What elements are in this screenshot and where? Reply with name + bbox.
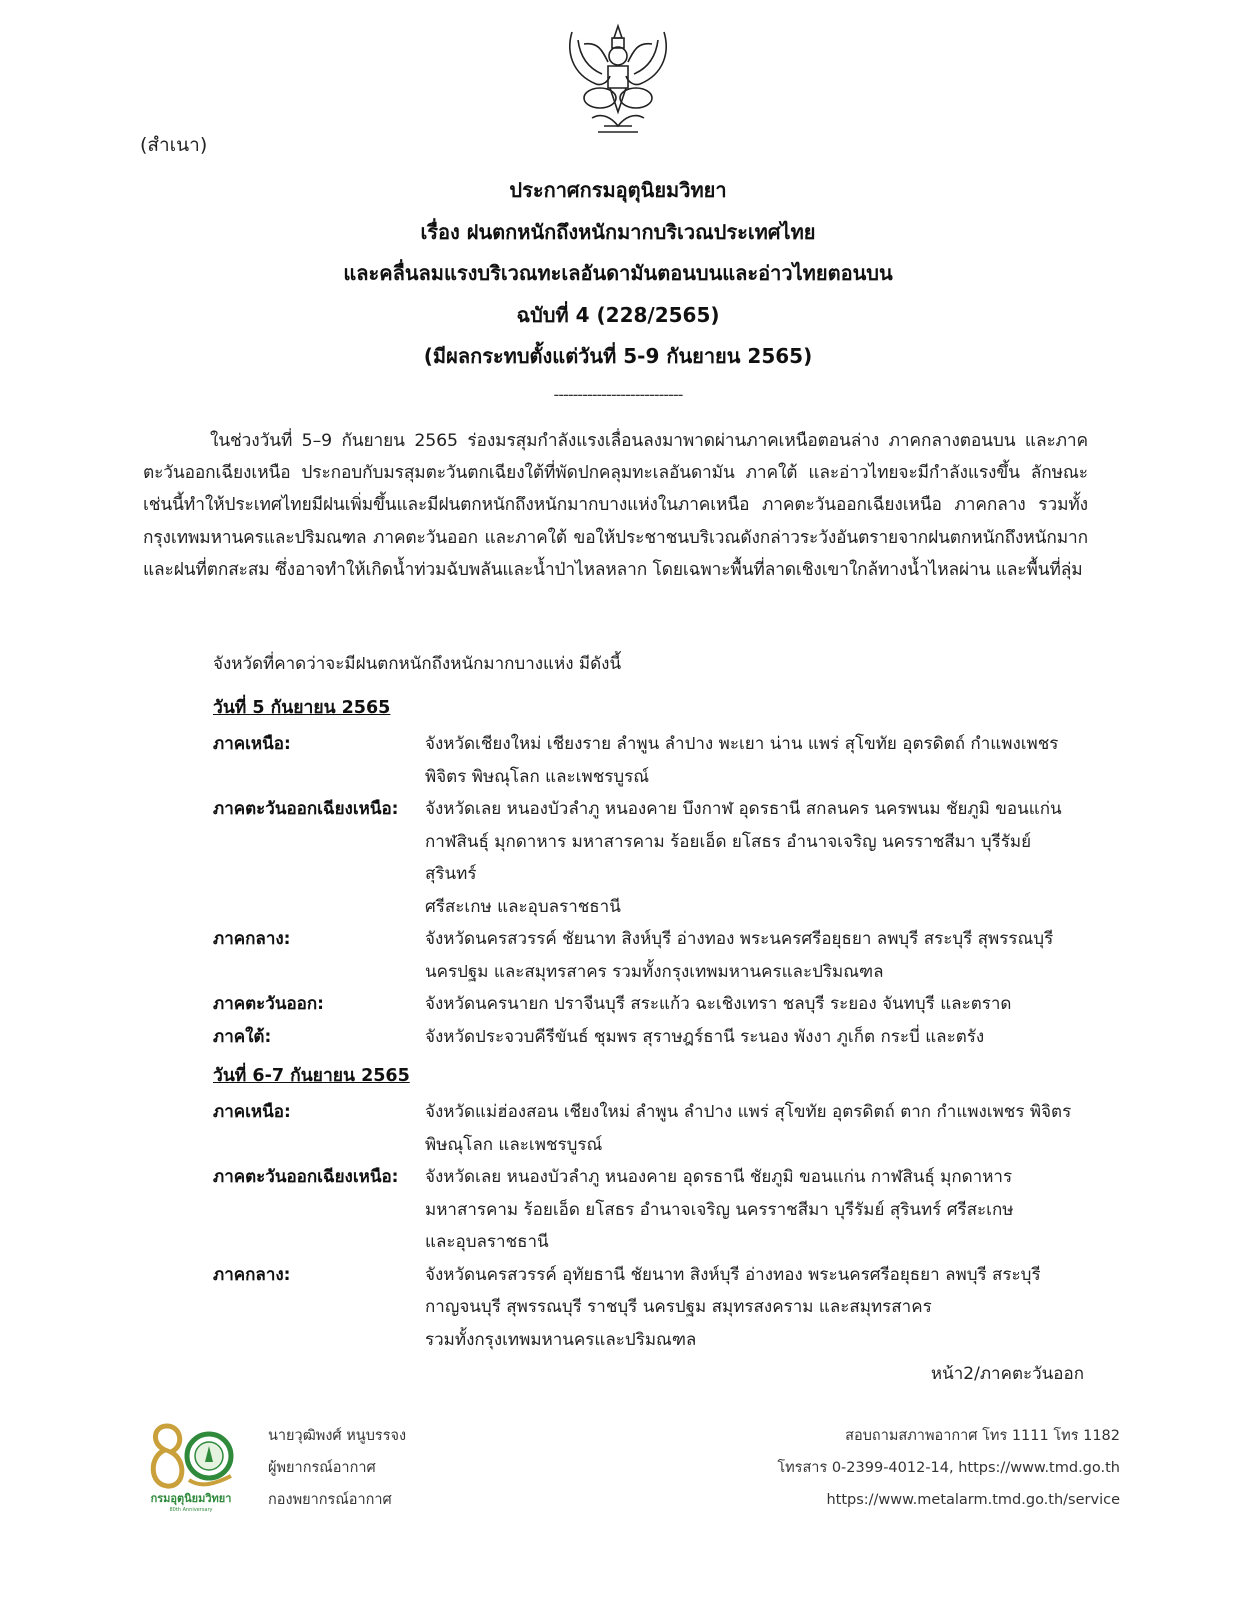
- region-row: [213, 793, 1093, 923]
- province-line: จังหวัดเชียงใหม่ เชียงราย ลำพูน ลำปาง พะเยา น่าน แพร่ สุโขทัย อุตรดิตถ์ กำแพงเพชร: [425, 734, 1059, 754]
- region-name: ภาคตะวันออก:: [213, 994, 324, 1014]
- region-name: ภาคกลาง:: [213, 1264, 291, 1285]
- signer-block: [268, 1420, 406, 1516]
- copy-mark: (สำเนา): [140, 134, 208, 156]
- tmd-logo-icon: [145, 1418, 237, 1516]
- province-line: จังหวัดแม่ฮ่องสอน เชียงใหม่ ลำพูน ลำปาง แพร่ สุโขทัย อุตรดิตถ์ ตาก กำแพงเพชร พิจิตร: [425, 1102, 1072, 1122]
- province-line: จังหวัดประจวบคีรีขันธ์ ชุมพร สุราษฎร์ธานี ระนอง พังงา ภูเก็ต กระบี่ และตรัง: [425, 1026, 985, 1047]
- region-provinces: [425, 793, 1085, 923]
- contact-fax-website[interactable]: โทรสาร 0-2399-4012-14, https://www.tmd.go.th: [777, 1460, 1120, 1476]
- region-name: ภาคเหนือ:: [213, 1102, 291, 1122]
- day-section-6-7-sep: [213, 1060, 1093, 1356]
- province-line: จังหวัดนครสวรรค์ ชัยนาท สิงห์บุรี อ่างทอง พระนครศรีอยุธยา ลพบุรี สระบุรี สุพรรณบุรี: [425, 929, 1054, 949]
- region-row: [213, 1021, 1093, 1054]
- region-provinces: [425, 1021, 1085, 1054]
- subject-line-2: และคลื่นลมแรงบริเวณทะเลอันดามันตอนบนและอ่าวไทยตอนบน: [343, 261, 893, 285]
- signer-name: นายวุฒิพงศ์ หนูบรรจง: [268, 1428, 407, 1444]
- region-provinces: [425, 923, 1085, 988]
- region-name: ภาคใต้:: [213, 1026, 272, 1047]
- province-line: พิจิตร พิษณุโลก และเพชรบูรณ์: [425, 766, 650, 787]
- region-row: [213, 923, 1093, 988]
- province-line: มหาสารคาม ร้อยเอ็ด ยโสธร อำนาจเจริญ นครราชสีมา บุรีรัมย์ สุรินทร์ ศรีสะเกษ: [425, 1199, 1014, 1220]
- region-row: [213, 1161, 1093, 1259]
- day-section-5-sep: [213, 692, 1093, 1053]
- province-line: กาญจนบุรี สุพรรณบุรี ราชบุรี นครปฐม สมุทรสงคราม และสมุทรสาคร: [425, 1297, 932, 1317]
- contact-phone: สอบถามสภาพอากาศ โทร 1111 โทร 1182: [845, 1428, 1120, 1444]
- document-title: ประกาศกรมอุตุนิยมวิทยา: [509, 178, 727, 202]
- region-provinces: [425, 1259, 1085, 1357]
- issue-number: ฉบับที่ 4 (228/2565): [516, 302, 720, 327]
- province-line: รวมทั้งกรุงเทพมหานครและปริมณฑล: [425, 1329, 697, 1350]
- signer-position: ผู้พยากรณ์อากาศ: [268, 1460, 376, 1476]
- province-line: กาฬสินธุ์ มุกดาหาร มหาสารคาม ร้อยเอ็ด ยโสธร อำนาจเจริญ นครราชสีมา บุรีรัมย์ สุรินทร์: [425, 831, 1032, 884]
- province-line: จังหวัดนครนายก ปราจีนบุรี สระแก้ว ฉะเชิงเทรา ชลบุรี ระยอง จันทบุรี และตราด: [425, 994, 1012, 1014]
- region-row: [213, 1259, 1093, 1357]
- region-row: [213, 1096, 1093, 1161]
- region-provinces: [425, 988, 1085, 1021]
- contact-block: [777, 1420, 1120, 1516]
- contact-metalarm-link[interactable]: https://www.metalarm.tmd.go.th/service: [826, 1492, 1120, 1508]
- region-row: [213, 728, 1093, 793]
- provinces-intro: จังหวัดที่คาดว่าจะมีฝนตกหนักถึงหนักมากบางแห่ง มีดังนี้: [213, 654, 622, 674]
- region-name: ภาคกลาง:: [213, 929, 291, 949]
- province-line: นครปฐม และสมุทรสาคร รวมทั้งกรุงเทพมหานครและปริมณฑล: [425, 961, 884, 982]
- svg-text:80th Anniversary: 80th Anniversary: [169, 1507, 213, 1513]
- region-name: ภาคตะวันออกเฉียงเหนือ:: [213, 1167, 399, 1187]
- province-line: จังหวัดเลย หนองบัวลำภู หนองคาย บึงกาฬ อุดรธานี สกลนคร นครพนม ชัยภูมิ ขอนแก่น: [425, 799, 1062, 819]
- province-line: จังหวัดนครสวรรค์ อุทัยธานี ชัยนาท สิงห์บุรี อ่างทอง พระนครศรีอยุธยา ลพบุรี สระบุรี: [425, 1264, 1041, 1285]
- garuda-emblem-icon: [552, 22, 684, 140]
- region-provinces: [425, 1161, 1085, 1259]
- document-header: [0, 170, 1236, 410]
- province-line: ศรีสะเกษ และอุบลราชธานี: [425, 896, 621, 917]
- region-name: ภาคตะวันออกเฉียงเหนือ:: [213, 799, 399, 819]
- province-line: พิษณุโลก และเพชรบูรณ์: [425, 1134, 603, 1155]
- day-title: วันที่ 6-7 กันยายน 2565: [213, 1066, 410, 1086]
- region-provinces: [425, 1096, 1085, 1161]
- day-title: วันที่ 5 กันยายน 2565: [213, 698, 391, 718]
- region-row: [213, 988, 1093, 1021]
- province-line: จังหวัดเลย หนองบัวลำภู หนองคาย อุดรธานี ชัยภูมิ ขอนแก่น กาฬสินธุ์ มุกดาหาร: [425, 1167, 1013, 1187]
- region-provinces: [425, 728, 1085, 793]
- subject-line-1: เรื่อง ฝนตกหนักถึงหนักมากบริเวณประเทศไทย: [420, 219, 816, 244]
- divider: ---------------------------: [553, 384, 683, 404]
- province-line: และอุบลราชธานี: [425, 1232, 549, 1252]
- signer-division: กองพยากรณ์อากาศ: [268, 1492, 392, 1508]
- effective-period: (มีผลกระทบตั้งแต่วันที่ 5-9 กันยายน 2565): [423, 344, 813, 368]
- body-paragraph: ในช่วงวันที่ 5–9 กันยายน 2565 ร่องมรสุมกำลังแรงเลื่อนลงมาพาดผ่านภาคเหนือตอนล่าง ภาคกลางตอนบน และภาคตะวันออกเฉียงเหนือ ประกอบกับมรสุมตะวันตกเฉียงใต้ที่พัดปกคลุมทะเลอันดามัน ภาคใต้ และอ่าวไทยจะมีกำลังแรงขึ้น ลักษณะเช่นนี้ทำให้ประเทศไทยมีฝนเพิ่มขึ้นและมีฝนตกหนักถึงหนักมากบางแห่งในภาคเหนือ ภาคตะวันออกเฉียงเหนือ ภาคกลาง รวมทั้งกรุงเทพมหานครและปริมณฑล ภาคตะวันออก และภาคใต้ ขอให้ประชาชนบริเวณดังกล่าวระวังอันตรายจากฝนตกหนักถึงหนักมากและฝนที่ตกสะสม ซึ่งอาจทำให้เกิดน้ำท่วมฉับพลันและน้ำป่าไหลหลาก โดยเฉพาะพื้นที่ลาดเชิงเขาใกล้ทางน้ำไหลผ่าน และพื้นที่ลุ่ม: [143, 431, 1088, 580]
- continuation-note: หน้า2/ภาคตะวันออก: [930, 1364, 1084, 1384]
- region-name: ภาคเหนือ:: [213, 734, 291, 754]
- logo-text: กรมอุตุนิยมวิทยา: [150, 1492, 232, 1505]
